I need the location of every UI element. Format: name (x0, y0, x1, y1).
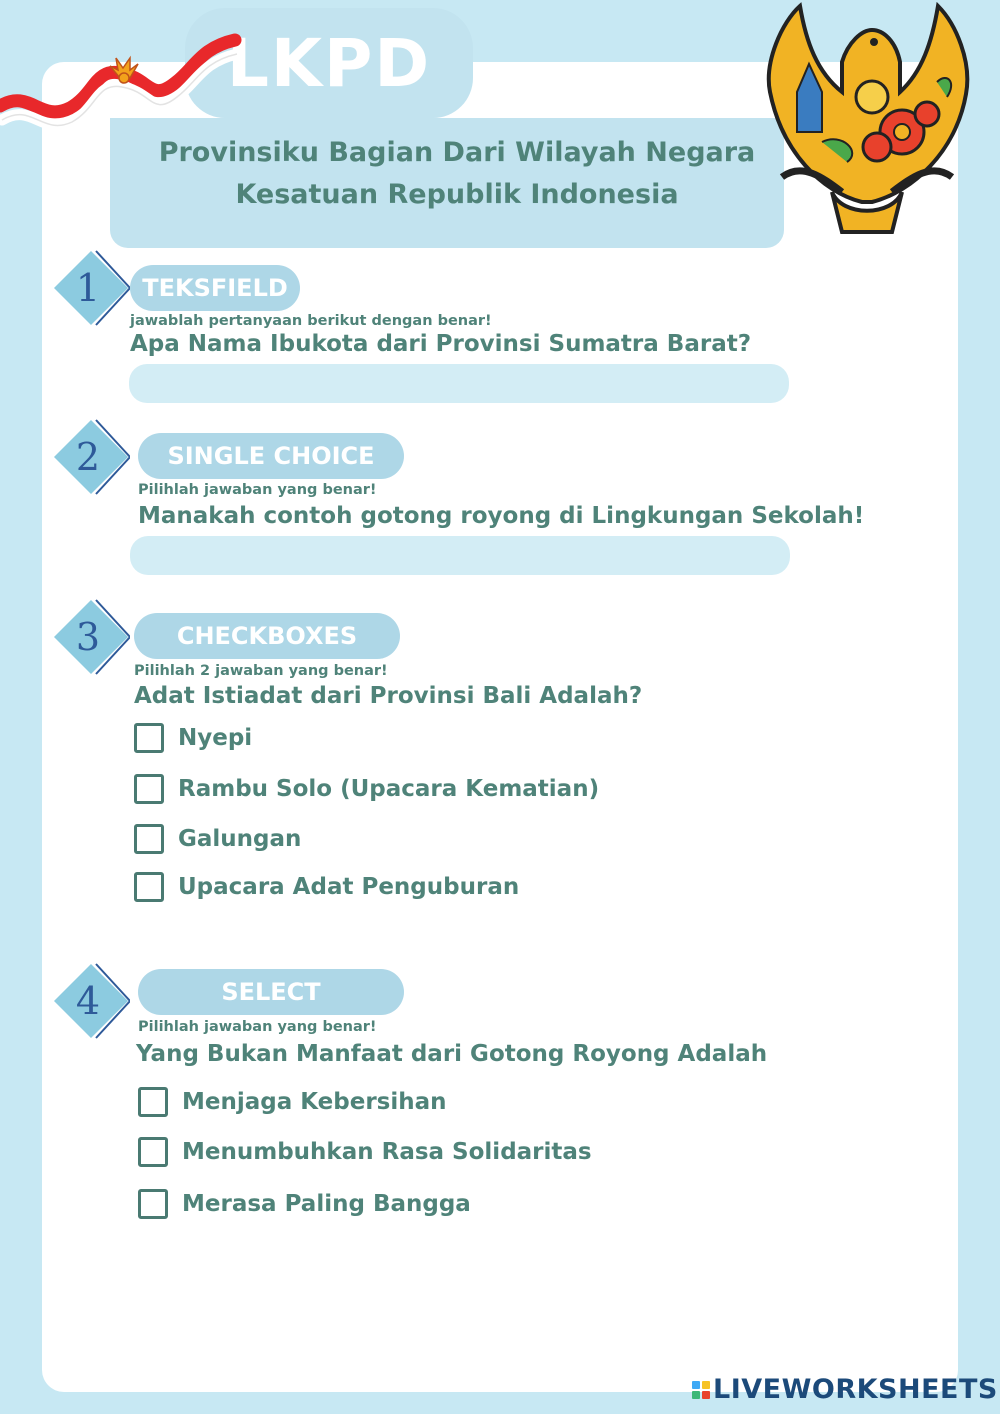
checkbox-icon[interactable] (134, 723, 164, 753)
section-2-type-label: SINGLE CHOICE (167, 442, 375, 470)
section-4-question: Yang Bukan Manfaat dari Gotong Royong Adalah (136, 1041, 768, 1067)
garuda-emblem-icon (762, 2, 972, 242)
section-1-type-label: TEKSFIELD (142, 274, 288, 302)
section-4-option[interactable] (138, 1087, 447, 1117)
page-title-line-2: Kesatuan Republik Indonesia (235, 179, 679, 210)
section-4-type-label: SELECT (221, 978, 321, 1006)
liveworksheets-brand-text: LIVEWORKSHEETS (713, 1374, 998, 1405)
section-2-number: 2 (75, 435, 101, 479)
section-2-question: Manakah contoh gotong royong di Lingkungan Sekolah! (138, 503, 865, 529)
section-3-question: Adat Istiadat dari Provinsi Bali Adalah? (134, 683, 643, 709)
checkbox-icon[interactable] (138, 1087, 168, 1117)
section-3-option[interactable] (134, 824, 301, 854)
section-4-number-diamond-icon (52, 962, 130, 1040)
section-3-option-label: Rambu Solo (Upacara Kematian) (178, 776, 600, 802)
section-4-option-label: Merasa Paling Bangga (182, 1191, 471, 1217)
section-4-option-label: Menumbuhkan Rasa Solidaritas (182, 1139, 592, 1165)
section-1-question: Apa Nama Ibukota dari Provinsi Sumatra Barat? (130, 331, 752, 357)
section-4-option[interactable] (138, 1137, 592, 1167)
checkbox-icon[interactable] (138, 1137, 168, 1167)
section-3-type-pill (134, 613, 400, 659)
section-3-option-label: Galungan (178, 826, 302, 852)
section-2-answer-input[interactable] (130, 536, 790, 575)
section-3-number-diamond-icon (52, 598, 130, 676)
section-3-instruction: Pilihlah 2 jawaban yang benar! (134, 663, 388, 679)
section-1-number-diamond-icon (52, 249, 130, 327)
page-title (110, 132, 804, 216)
title-badge-text: LKPD (226, 24, 432, 102)
section-1-answer-input[interactable] (129, 364, 789, 403)
checkbox-icon[interactable] (134, 824, 164, 854)
liveworksheets-logo-icon (692, 1381, 710, 1399)
section-3-option[interactable] (134, 872, 519, 902)
section-3-option-label: Nyepi (178, 725, 253, 751)
section-2-instruction: Pilihlah jawaban yang benar! (138, 482, 377, 498)
section-2-number-diamond-icon (52, 418, 130, 496)
section-1-type-pill (130, 265, 300, 311)
section-2-type-pill (138, 433, 404, 479)
section-4-instruction: Pilihlah jawaban yang benar! (138, 1019, 377, 1035)
section-4-option[interactable] (138, 1189, 471, 1219)
section-4-option-label: Menjaga Kebersihan (182, 1089, 447, 1115)
section-4-type-pill (138, 969, 404, 1015)
checkbox-icon[interactable] (134, 774, 164, 804)
section-1-instruction: jawablah pertanyaan berikut dengan benar! (130, 313, 492, 329)
liveworksheets-logo (692, 1374, 998, 1405)
section-3-option[interactable] (134, 723, 252, 753)
checkbox-icon[interactable] (138, 1189, 168, 1219)
checkbox-icon[interactable] (134, 872, 164, 902)
section-1-number: 1 (75, 266, 101, 310)
section-3-number: 3 (75, 615, 101, 659)
section-3-type-label: CHECKBOXES (176, 622, 358, 650)
section-3-option[interactable] (134, 774, 599, 804)
flag-ribbon-icon (0, 28, 250, 138)
section-4-number: 4 (75, 979, 101, 1023)
page-title-line-1: Provinsiku Bagian Dari Wilayah Negara (158, 137, 756, 168)
section-3-option-label: Upacara Adat Penguburan (178, 874, 520, 900)
